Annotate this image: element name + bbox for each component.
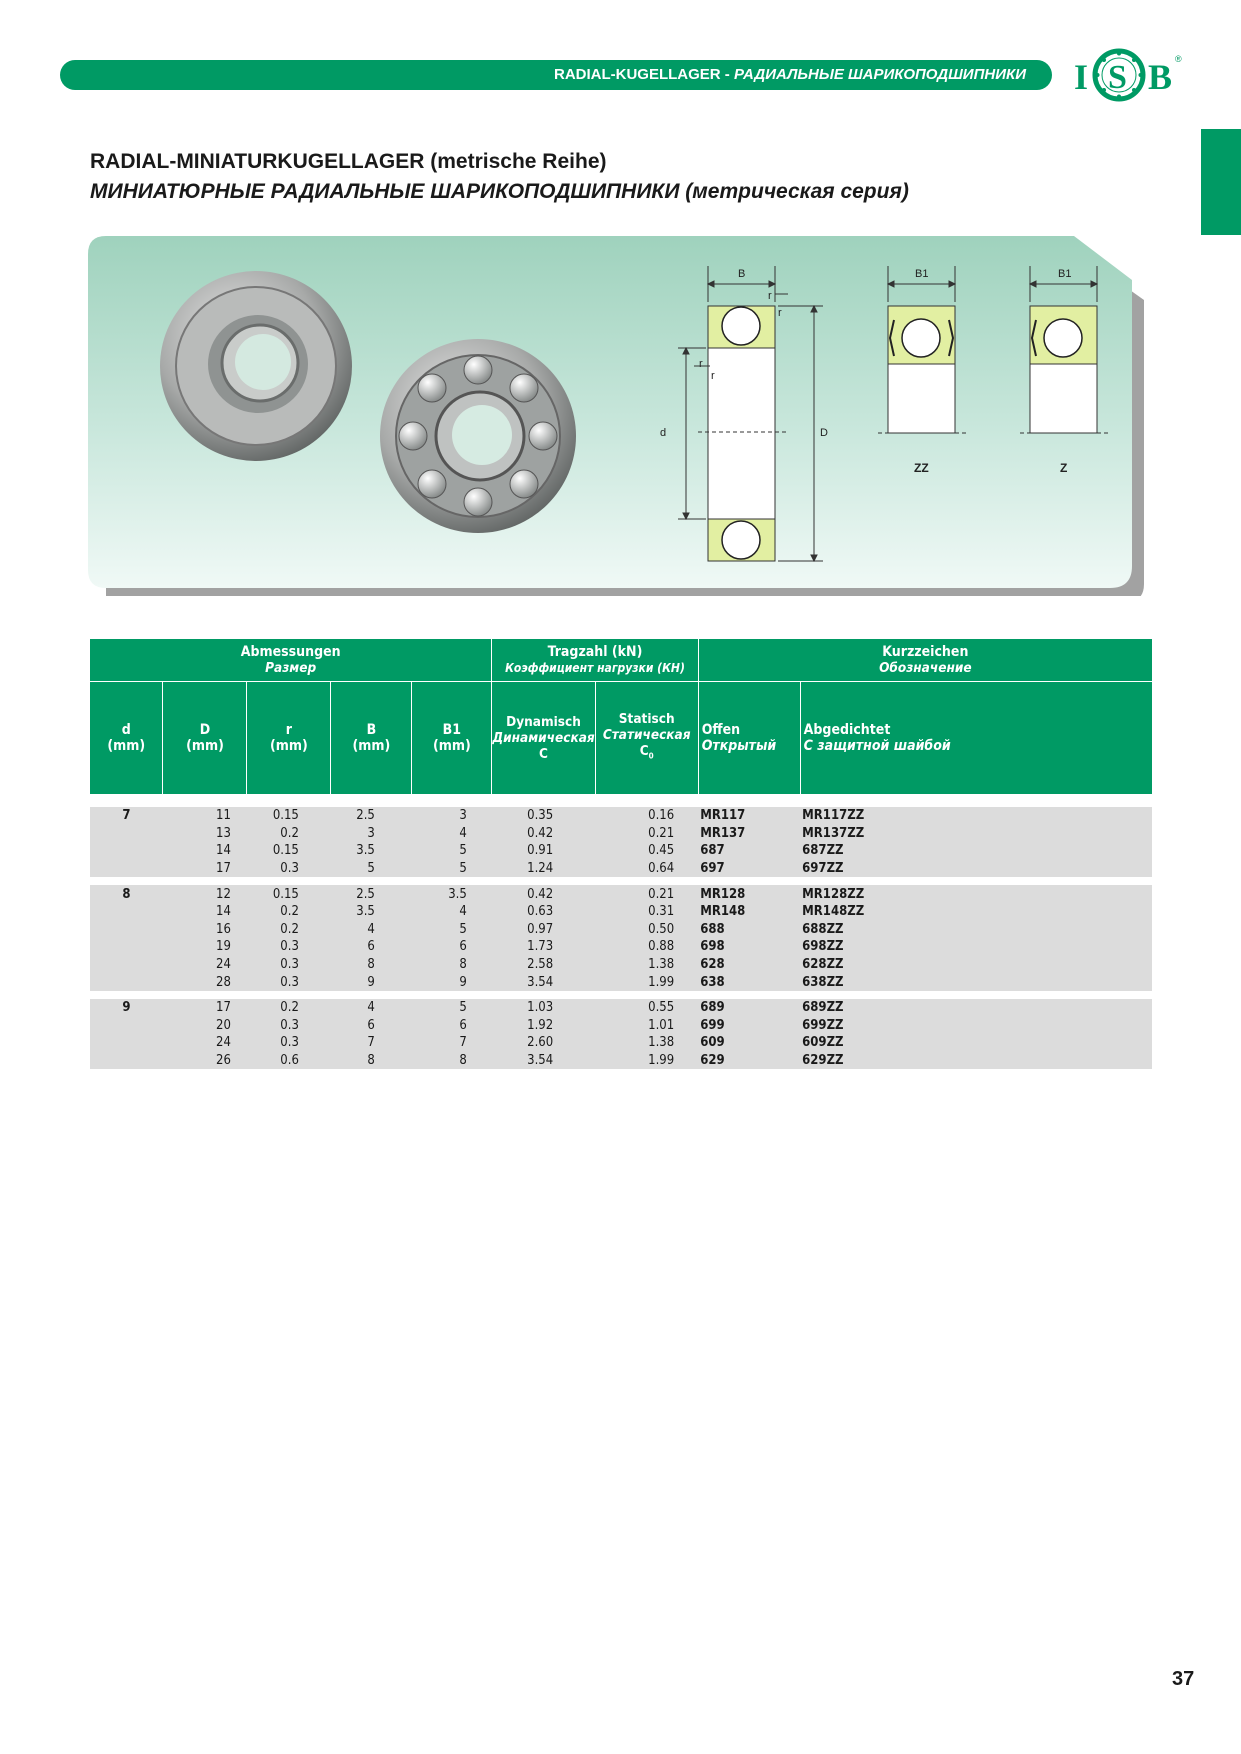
cell-c: 0.63	[492, 903, 595, 921]
cell-r: 0.15	[247, 807, 331, 825]
cell-d: 9	[90, 999, 163, 1017]
cell-b1: 8	[412, 1052, 492, 1070]
page-number: 37	[1172, 1668, 1195, 1690]
cell-d: 24	[163, 1034, 247, 1052]
cell-c: 0.97	[492, 921, 595, 939]
cell-b: 2.5	[331, 807, 412, 825]
cell-b: 8	[331, 956, 412, 974]
cell-open: 687	[698, 842, 800, 860]
table-row	[90, 973, 1152, 991]
cell-open: 638	[698, 973, 800, 991]
group-dimensions-ru: Размер	[265, 660, 317, 676]
cell-c: 1.03	[492, 999, 595, 1017]
table-row	[90, 1017, 1152, 1035]
label-zz: ZZ	[914, 461, 929, 475]
cell-d	[90, 1052, 163, 1070]
label-r-1: r	[768, 290, 772, 302]
cell-sealed: MR117ZZ	[800, 807, 1152, 825]
cell-r: 0.15	[247, 842, 331, 860]
cell-r: 0.15	[247, 885, 331, 903]
cell-d: 11	[163, 807, 247, 825]
group-dimensions	[90, 639, 492, 682]
cell-open: 609	[698, 1034, 800, 1052]
cell-b: 6	[331, 1017, 412, 1035]
cell-open: 697	[698, 860, 800, 878]
section-side-tab	[1201, 129, 1241, 235]
cell-sealed: 628ZZ	[800, 956, 1152, 974]
label-z: Z	[1060, 461, 1068, 475]
cell-b1: 8	[412, 956, 492, 974]
cell-d: 20	[163, 1017, 247, 1035]
cell-d: 17	[163, 860, 247, 878]
cell-b: 9	[331, 973, 412, 991]
table-row	[90, 938, 1152, 956]
cell-b: 4	[331, 999, 412, 1017]
cell-sealed: 699ZZ	[800, 1017, 1152, 1035]
cell-r: 0.2	[247, 999, 331, 1017]
cell-c0: 0.31	[595, 903, 698, 921]
cell-d	[90, 860, 163, 878]
cell-c0: 0.16	[595, 807, 698, 825]
cell-r: 0.2	[247, 921, 331, 939]
cell-r: 0.3	[247, 956, 331, 974]
cell-c0: 0.50	[595, 921, 698, 939]
section-header-text	[554, 66, 1026, 83]
table-row	[90, 825, 1152, 843]
cell-open: MR128	[698, 885, 800, 903]
cell-sealed: 687ZZ	[800, 842, 1152, 860]
title-de-paren: (metrische Reihe)	[430, 150, 607, 173]
label-d-outer: D	[820, 427, 828, 439]
group-load	[492, 639, 698, 682]
logo-registered-mark: ®	[1175, 54, 1182, 64]
open-bearing-photo	[380, 339, 576, 533]
cell-b: 4	[331, 921, 412, 939]
group-load-de: Tragzahl (kN)	[547, 644, 643, 660]
cell-d	[90, 956, 163, 974]
cell-b1: 6	[412, 1017, 492, 1035]
cell-open: MR117	[698, 807, 800, 825]
cell-d: 28	[163, 973, 247, 991]
cell-b1: 3.5	[412, 885, 492, 903]
cell-b1: 5	[412, 842, 492, 860]
cell-b1: 5	[412, 921, 492, 939]
shielded-bearing-photo	[160, 271, 352, 461]
cell-c: 0.91	[492, 842, 595, 860]
cell-c: 2.58	[492, 956, 595, 974]
cell-c: 0.42	[492, 825, 595, 843]
cell-c0: 1.38	[595, 1034, 698, 1052]
group-load-ru: Коэффициент нагрузки (КН)	[505, 661, 685, 675]
group-dimensions-de: Abmessungen	[240, 644, 341, 660]
cell-d	[90, 903, 163, 921]
label-r-3: r	[699, 358, 703, 370]
cell-sealed: MR137ZZ	[800, 825, 1152, 843]
cell-b: 8	[331, 1052, 412, 1070]
product-banner	[88, 236, 1178, 596]
cell-d: 17	[163, 999, 247, 1017]
cell-sealed: MR148ZZ	[800, 903, 1152, 921]
cell-sealed: 689ZZ	[800, 999, 1152, 1017]
cell-r: 0.3	[247, 973, 331, 991]
cell-b1: 3	[412, 807, 492, 825]
cell-b: 2.5	[331, 885, 412, 903]
table-row	[90, 903, 1152, 921]
cell-sealed: MR128ZZ	[800, 885, 1152, 903]
col-header-r: r (mm)	[247, 682, 331, 795]
logo-letter-i: I	[1074, 57, 1089, 97]
cell-d: 19	[163, 938, 247, 956]
table-row	[90, 956, 1152, 974]
group-designation-de: Kurzzeichen	[882, 644, 969, 660]
table-row	[90, 921, 1152, 939]
cell-d: 14	[163, 842, 247, 860]
cell-d: 24	[163, 956, 247, 974]
cell-c: 1.92	[492, 1017, 595, 1035]
cell-r: 0.2	[247, 903, 331, 921]
cell-r: 0.6	[247, 1052, 331, 1070]
cell-b: 3	[331, 825, 412, 843]
cell-b: 3.5	[331, 842, 412, 860]
cell-c0: 0.45	[595, 842, 698, 860]
table-row	[90, 885, 1152, 903]
cell-c: 1.73	[492, 938, 595, 956]
cell-c0: 0.21	[595, 825, 698, 843]
cell-d: 8	[90, 885, 163, 903]
col-header-static: Statisch Статическая $C_0$	[595, 682, 698, 795]
cell-c: 3.54	[492, 973, 595, 991]
cell-c: 1.24	[492, 860, 595, 878]
table-row	[90, 1034, 1152, 1052]
label-d-inner: d	[660, 427, 667, 439]
cell-c: 0.35	[492, 807, 595, 825]
cell-b1: 9	[412, 973, 492, 991]
cell-d: 13	[163, 825, 247, 843]
label-r-2: r	[778, 307, 782, 319]
table-row	[90, 807, 1152, 825]
cell-b: 7	[331, 1034, 412, 1052]
label-b1-z: B1	[1058, 268, 1072, 280]
col-header-b1: B1 (mm)	[412, 682, 492, 795]
logo-letter-b: B	[1148, 57, 1173, 97]
col-header-sealed: Abgedichtet С защитной шайбой	[800, 682, 1152, 795]
col-header-open: Offen Открытый	[698, 682, 800, 795]
cell-open: 698	[698, 938, 800, 956]
label-b1-zz: B1	[915, 268, 929, 280]
cell-b1: 4	[412, 903, 492, 921]
page-title-de	[90, 150, 607, 174]
group-d8	[90, 885, 1152, 991]
col-header-d: d (mm)	[90, 682, 163, 795]
logo-letter-s: S	[1108, 59, 1127, 96]
cell-d	[90, 842, 163, 860]
cell-d	[90, 825, 163, 843]
cell-c0: 0.21	[595, 885, 698, 903]
table-row	[90, 842, 1152, 860]
label-r-4: r	[711, 370, 715, 382]
cell-sealed: 638ZZ	[800, 973, 1152, 991]
section-header-bar	[60, 60, 1052, 90]
cell-b1: 6	[412, 938, 492, 956]
cell-b1: 5	[412, 860, 492, 878]
cell-d	[90, 938, 163, 956]
col-header-b: B (mm)	[331, 682, 412, 795]
cell-r: 0.3	[247, 1034, 331, 1052]
cell-r: 0.3	[247, 860, 331, 878]
cell-sealed: 698ZZ	[800, 938, 1152, 956]
category-de: RADIAL-KUGELLAGER	[553, 66, 721, 83]
cell-c0: 0.64	[595, 860, 698, 878]
cell-b: 3.5	[331, 903, 412, 921]
col-header-D: D (mm)	[163, 682, 247, 795]
cell-d	[90, 1034, 163, 1052]
cell-d: 16	[163, 921, 247, 939]
cell-d	[90, 921, 163, 939]
page-title-ru	[90, 180, 909, 204]
cell-c0: 1.38	[595, 956, 698, 974]
cell-open: 628	[698, 956, 800, 974]
cell-c0: 1.01	[595, 1017, 698, 1035]
label-b: B	[738, 268, 746, 280]
table-row	[90, 999, 1152, 1017]
cell-open: 689	[698, 999, 800, 1017]
cell-r: 0.3	[247, 1017, 331, 1035]
bearing-specs-table	[90, 639, 1152, 1069]
title-ru-paren: (метрическая серия)	[685, 180, 909, 203]
cell-d	[90, 1017, 163, 1035]
title-ru-main: МИНИАТЮРНЫЕ РАДИАЛЬНЫЕ ШАРИКОПОДШИПНИКИ	[90, 180, 680, 203]
cell-c0: 1.99	[595, 973, 698, 991]
cell-open: MR137	[698, 825, 800, 843]
cell-d: 26	[163, 1052, 247, 1070]
title-de-main: RADIAL-MINIATURKUGELLAGER	[90, 150, 425, 173]
cell-c: 0.42	[492, 885, 595, 903]
cell-open: 629	[698, 1052, 800, 1070]
cell-b1: 4	[412, 825, 492, 843]
cell-c0: 0.88	[595, 938, 698, 956]
cell-c: 2.60	[492, 1034, 595, 1052]
cell-sealed: 609ZZ	[800, 1034, 1152, 1052]
cell-b: 6	[331, 938, 412, 956]
group-designation-ru: Обозначение	[879, 660, 972, 676]
category-separator: -	[720, 66, 734, 83]
cell-c0: 0.55	[595, 999, 698, 1017]
cell-c0: 1.99	[595, 1052, 698, 1070]
col-header-dynamic: Dynamisch Динамическая C	[492, 682, 595, 795]
cell-open: MR148	[698, 903, 800, 921]
cell-open: 699	[698, 1017, 800, 1035]
category-ru: РАДИАЛЬНЫЕ ШАРИКОПОДШИПНИКИ	[733, 66, 1026, 83]
group-designation	[698, 639, 1152, 682]
cell-r: 0.3	[247, 938, 331, 956]
cell-r: 0.2	[247, 825, 331, 843]
table-row	[90, 1052, 1152, 1070]
cell-c: 3.54	[492, 1052, 595, 1070]
cell-sealed: 688ZZ	[800, 921, 1152, 939]
group-d7	[90, 807, 1152, 877]
table-row	[90, 860, 1152, 878]
cell-d	[90, 973, 163, 991]
cell-sealed: 629ZZ	[800, 1052, 1152, 1070]
isb-logo	[1072, 46, 1184, 104]
cell-b1: 7	[412, 1034, 492, 1052]
cell-b1: 5	[412, 999, 492, 1017]
cell-open: 688	[698, 921, 800, 939]
cell-b: 5	[331, 860, 412, 878]
cell-d: 12	[163, 885, 247, 903]
cell-d: 14	[163, 903, 247, 921]
cell-d: 7	[90, 807, 163, 825]
group-d9	[90, 999, 1152, 1069]
cell-sealed: 697ZZ	[800, 860, 1152, 878]
